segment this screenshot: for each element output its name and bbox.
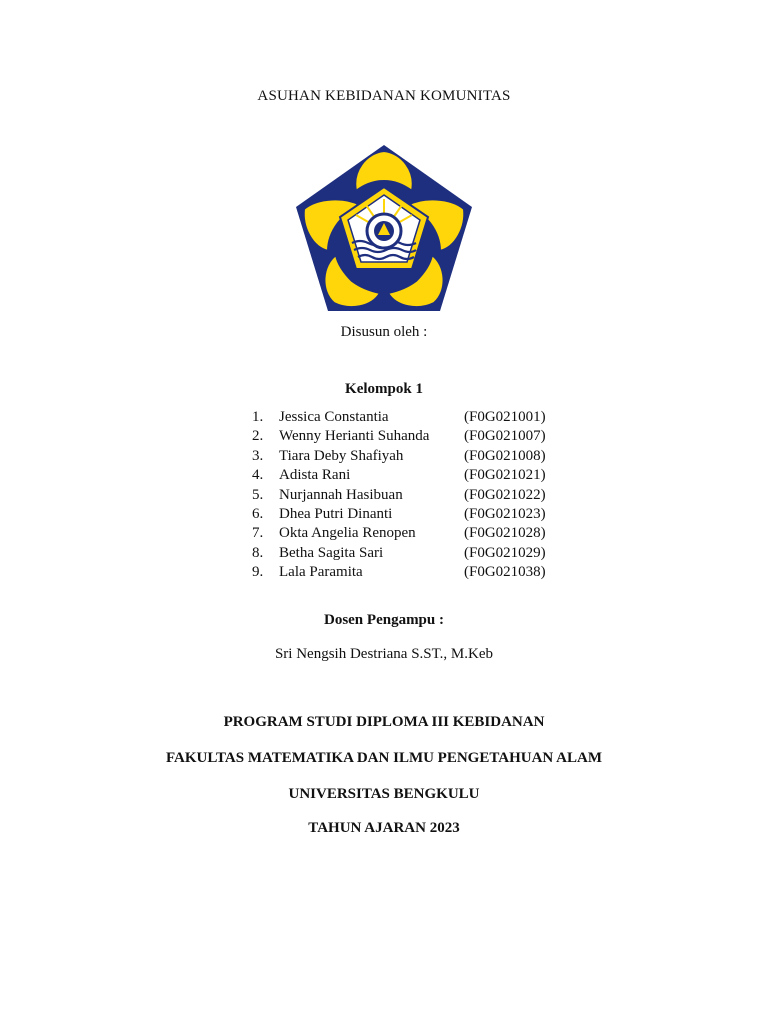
logo-icon [294,143,474,313]
member-row [252,408,572,427]
member-row [252,466,572,485]
member-student-id: (F0G021023) [464,505,546,522]
member-number: 9. [252,564,264,581]
member-name: Nurjannah Hasibuan [279,486,403,503]
member-number: 6. [252,505,264,522]
member-name: Adista Rani [279,467,351,484]
member-row [252,427,572,446]
group-label: Kelompok 1 [345,381,423,397]
lecturer-heading: Dosen Pengampu : [323,612,444,628]
member-row [252,524,572,543]
member-name: Tiara Deby Shafiyah [279,447,404,464]
member-student-id: (F0G021028) [464,525,546,542]
member-number: 4. [252,467,264,484]
member-list [252,408,572,583]
document-title: ASUHAN KEBIDANAN KOMUNITAS [257,88,511,104]
member-row [252,505,572,524]
member-number: 1. [252,409,264,425]
lecturer-name: Sri Nengsih Destriana S.ST., M.Keb [274,646,494,662]
member-number: 2. [252,428,264,445]
member-row [252,563,572,582]
member-number: 7. [252,525,264,542]
member-student-id: (F0G021001) [464,409,546,425]
member-name: Lala Paramita [279,564,363,581]
faculty-name: FAKULTAS MATEMATIKA DAN ILMU PENGETAHUAN ALAM [166,750,602,766]
member-name: Wenny Herianti Suhanda [279,428,430,445]
member-row [252,447,572,466]
member-student-id: (F0G021038) [464,564,546,581]
member-number: 8. [252,544,264,561]
member-name: Okta Angelia Renopen [279,525,416,542]
prepared-by-label: Disusun oleh : [340,324,428,340]
program-name: PROGRAM STUDI DIPLOMA III KEBIDANAN [223,714,545,730]
academic-year: TAHUN AJARAN 2023 [308,820,460,836]
member-student-id: (F0G021021) [464,467,546,484]
member-number: 5. [252,486,264,503]
university-name: UNIVERSITAS BENGKULU [288,786,480,802]
member-row [252,544,572,563]
member-student-id: (F0G021022) [464,486,546,503]
member-student-id: (F0G021008) [464,447,546,464]
member-name: Jessica Constantia [279,409,389,425]
member-number: 3. [252,447,264,464]
universitas-bengkulu-logo [294,143,474,313]
member-student-id: (F0G021029) [464,544,546,561]
member-student-id: (F0G021007) [464,428,546,445]
member-name: Betha Sagita Sari [279,544,384,561]
member-name: Dhea Putri Dinanti [279,505,393,522]
member-row [252,486,572,505]
